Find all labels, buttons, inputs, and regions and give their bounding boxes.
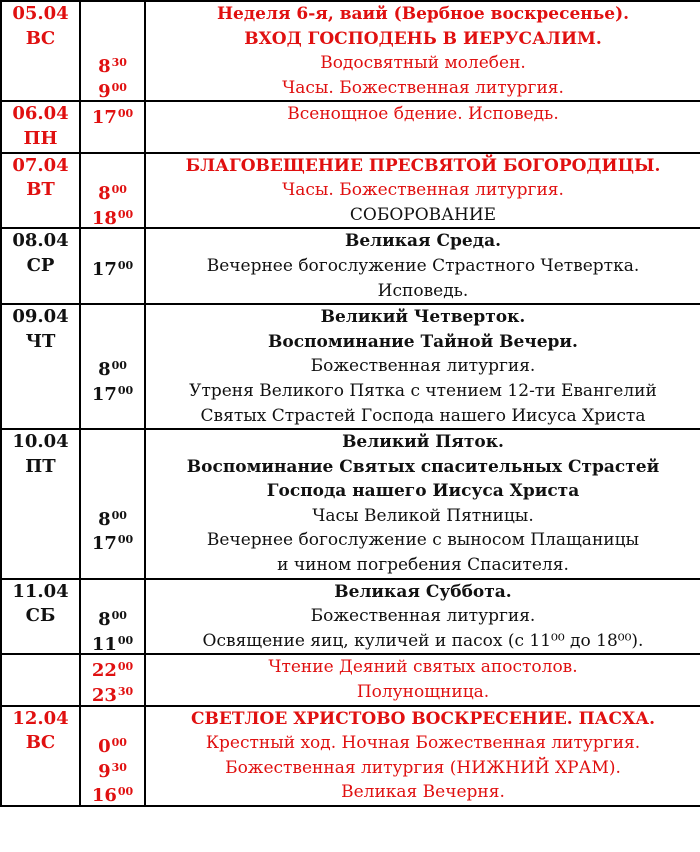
- date-cell: [1, 429, 80, 579]
- day-weekday: ПН: [23, 127, 58, 149]
- service-time: [81, 379, 144, 404]
- service-time: [81, 305, 144, 330]
- service-title: Великая Суббота.: [334, 581, 512, 602]
- time-cell: [80, 1, 145, 101]
- day-weekday: СБ: [25, 605, 56, 627]
- date-cell: [1, 101, 80, 152]
- service-time: [81, 2, 144, 27]
- schedule-row: [1, 153, 700, 229]
- service-time: [81, 178, 144, 203]
- day-date: 07.04: [12, 154, 69, 176]
- schedule-row: [1, 1, 700, 101]
- time-minutes: 30: [111, 760, 127, 774]
- time-hour: 8: [98, 609, 111, 631]
- time-hour: 11: [91, 633, 117, 655]
- time-minutes: 00: [111, 609, 127, 623]
- time-hour: 8: [98, 508, 111, 530]
- day-weekday: ВТ: [26, 179, 55, 201]
- service-time: [81, 580, 144, 605]
- service-title: ВХОД ГОСПОДЕНЬ В ИЕРУСАЛИМ.: [244, 28, 602, 49]
- service-cell: [145, 429, 700, 579]
- time-hour: 0: [98, 736, 111, 758]
- service-title: Великая Среда.: [344, 231, 502, 252]
- service-line: Чтение Деяний святых апостолов.: [268, 657, 578, 678]
- day-date: 05.04: [12, 3, 69, 24]
- service-title: Неделя 6-я, ваий (Вербное воскресенье).: [216, 4, 630, 24]
- time-minutes: 00: [111, 359, 127, 373]
- service-time: [81, 756, 144, 781]
- time-hour: 16: [91, 785, 117, 807]
- schedule-row: [1, 304, 700, 429]
- service-time: [81, 479, 144, 504]
- service-time: [81, 604, 144, 629]
- service-line: Божественная литургия.: [310, 356, 536, 377]
- service-title: Воспоминание Тайной Вечери.: [268, 331, 578, 352]
- service-time: [81, 51, 144, 76]
- day-date: 10.04: [12, 431, 69, 453]
- service-time: [81, 780, 144, 805]
- service-line: Исповедь.: [377, 280, 469, 301]
- service-line: Всенощное бдение. Исповедь.: [287, 104, 559, 125]
- service-cell: [145, 228, 700, 304]
- time-minutes: 00: [117, 258, 134, 272]
- schedule-row: [1, 429, 700, 579]
- service-time: [81, 629, 144, 654]
- time-minutes: 00: [111, 508, 127, 522]
- time-hour: 22: [91, 660, 117, 682]
- day-weekday: ЧТ: [25, 330, 56, 352]
- schedule-row: [1, 654, 700, 705]
- service-line: Божественная литургия.: [310, 606, 536, 627]
- time-minutes: 00: [117, 533, 134, 547]
- time-hour: 9: [98, 760, 111, 782]
- time-minutes: 00: [111, 736, 127, 750]
- day-weekday: ВС: [25, 732, 56, 754]
- day-date: [2, 655, 79, 680]
- service-cell: [145, 153, 700, 229]
- service-time: [81, 504, 144, 529]
- date-cell: [1, 654, 80, 705]
- service-line: Часы. Божественная литургия.: [282, 180, 564, 201]
- time-minutes: 00: [117, 207, 134, 221]
- service-time: [81, 154, 144, 179]
- service-title: БЛАГОВЕЩЕНИЕ ПРЕСВЯТОЙ БОГОРОДИЦЫ.: [185, 155, 661, 176]
- time-cell: [80, 304, 145, 429]
- service-time: [81, 430, 144, 455]
- service-cell: [145, 101, 700, 152]
- service-line: Святых Страстей Господа нашего Иисуса Христа: [200, 405, 646, 426]
- service-time: [81, 354, 144, 379]
- service-line: Водосвятный молебен.: [320, 53, 526, 74]
- service-title: Великий Пяток.: [342, 432, 504, 453]
- service-cell: [145, 654, 700, 705]
- time-hour: 17: [91, 258, 117, 280]
- time-minutes: 00: [117, 633, 134, 647]
- day-weekday: ВС: [25, 27, 56, 49]
- service-title: СВЕТЛОЕ ХРИСТОВО ВОСКРЕСЕНИЕ. ПАСХА.: [190, 708, 656, 729]
- service-title: Господа нашего Иисуса Христа: [266, 481, 580, 502]
- time-minutes: 00: [117, 785, 134, 799]
- service-line: [146, 127, 700, 152]
- service-time: [81, 455, 144, 480]
- service-line: и чином погребения Спасителя.: [277, 555, 569, 576]
- service-cell: [145, 304, 700, 429]
- service-time: [81, 254, 144, 279]
- time-hour: 8: [98, 56, 111, 78]
- service-title: Воспоминание Святых спасительных Страстей: [186, 456, 660, 477]
- time-hour: 23: [91, 685, 117, 707]
- schedule-row: [1, 579, 700, 655]
- time-minutes: 30: [111, 56, 127, 70]
- time-hour: 17: [91, 383, 117, 405]
- service-cell: [145, 1, 700, 101]
- service-time: [81, 27, 144, 52]
- day-weekday: ПТ: [25, 455, 56, 477]
- date-cell: [1, 153, 80, 229]
- time-hour: 8: [98, 183, 111, 205]
- service-title: Великий Четверток.: [320, 307, 526, 328]
- service-time: [81, 404, 144, 429]
- schedule-body: [1, 1, 700, 806]
- schedule-row: [1, 706, 700, 806]
- service-cell: [145, 579, 700, 655]
- time-hour: 9: [98, 80, 111, 102]
- service-time: [81, 203, 144, 228]
- service-line: Утреня Великого Пятка с чтением 12-ти Евангелий: [189, 380, 657, 401]
- day-date: 09.04: [12, 306, 69, 328]
- service-line: Часы. Божественная литургия.: [282, 77, 564, 98]
- date-cell: [1, 706, 80, 806]
- service-line: Вечернее богослужение Страстного Четвертка.: [206, 255, 640, 276]
- day-weekday: СР: [26, 254, 55, 276]
- day-date: 06.04: [12, 103, 69, 125]
- time-minutes: 00: [117, 107, 134, 121]
- time-hour: 18: [91, 207, 117, 229]
- service-time: [81, 76, 144, 101]
- service-time: [81, 680, 144, 705]
- service-line: Крестный ход. Ночная Божественная литургия.: [205, 733, 641, 754]
- service-line: СОБОРОВАНИЕ: [349, 204, 497, 225]
- service-time: [81, 707, 144, 732]
- service-line: Великая Вечерня.: [341, 782, 505, 803]
- service-time: [81, 553, 144, 578]
- schedule-row: [1, 228, 700, 304]
- time-minutes: 00: [111, 183, 127, 197]
- time-cell: [80, 579, 145, 655]
- day-weekday: [2, 680, 79, 705]
- time-cell: [80, 706, 145, 806]
- time-cell: [80, 101, 145, 152]
- service-time: [81, 229, 144, 254]
- time-minutes: 30: [117, 685, 134, 699]
- date-cell: [1, 228, 80, 304]
- date-cell: [1, 1, 80, 101]
- time-cell: [80, 429, 145, 579]
- date-cell: [1, 304, 80, 429]
- time-cell: [80, 228, 145, 304]
- day-date: 12.04: [12, 707, 69, 729]
- time-hour: 17: [91, 533, 117, 555]
- day-date: 11.04: [12, 580, 69, 602]
- service-time: [81, 330, 144, 355]
- day-date: 08.04: [12, 230, 69, 252]
- service-line: Божественная литургия (НИЖНИЙ ХРАМ).: [225, 757, 621, 778]
- service-time: [81, 528, 144, 553]
- service-line: Вечернее богослужение с выносом Плащаницы: [206, 530, 640, 551]
- time-minutes: 00: [117, 383, 134, 397]
- time-cell: [80, 654, 145, 705]
- time-minutes: 00: [117, 660, 134, 674]
- service-cell: [145, 706, 700, 806]
- service-line: Часы Великой Пятницы.: [312, 505, 534, 526]
- service-time: [81, 102, 144, 127]
- service-time: [81, 731, 144, 756]
- service-line: Освящение яиц, куличей и пасох (с 11⁰⁰ до 18⁰⁰).: [202, 630, 644, 651]
- date-cell: [1, 579, 80, 655]
- time-minutes: 00: [111, 80, 127, 94]
- service-time: [81, 279, 144, 304]
- service-time: [81, 655, 144, 680]
- time-cell: [80, 153, 145, 229]
- service-time: [81, 127, 144, 152]
- schedule-row: [1, 101, 700, 152]
- service-line: Полунощница.: [356, 682, 490, 703]
- time-hour: 8: [98, 359, 111, 381]
- time-hour: 17: [91, 107, 117, 129]
